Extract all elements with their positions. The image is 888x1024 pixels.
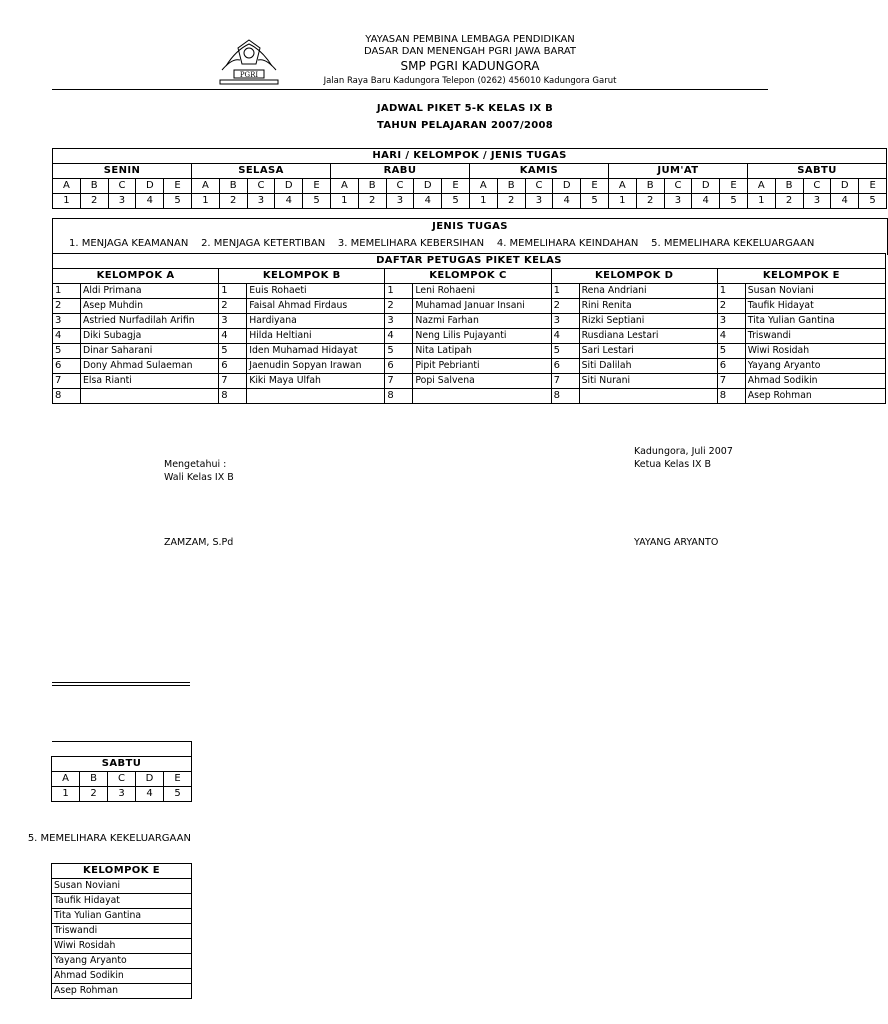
- member-name: Dinar Saharani: [81, 344, 219, 359]
- member-name: Triswandi: [745, 329, 885, 344]
- member-name: [579, 389, 717, 404]
- member-name: Rena Andriani: [579, 284, 717, 299]
- member-number: 1: [219, 284, 247, 299]
- overflow-member-row: [52, 894, 192, 909]
- number-cell: 2: [775, 194, 803, 209]
- member-name: Yayang Aryanto: [745, 359, 885, 374]
- member-name: Siti Dalilah: [579, 359, 717, 374]
- overflow-tugas-region: [27, 833, 191, 849]
- number-cell: 5: [303, 194, 331, 209]
- member-name: [247, 389, 385, 404]
- letter-cell: E: [859, 179, 887, 194]
- letter-cell: D: [414, 179, 442, 194]
- header-divider: [52, 89, 768, 90]
- letter-cell: D: [553, 179, 581, 194]
- member-name: Sari Lestari: [579, 344, 717, 359]
- member-name: Faisal Ahmad Firdaus: [247, 299, 385, 314]
- member-name: [413, 389, 551, 404]
- member-number: 5: [385, 344, 413, 359]
- member-name: Nita Latipah: [413, 344, 551, 359]
- number-cell: 4: [136, 194, 164, 209]
- member-name: Euis Rohaeti: [247, 284, 385, 299]
- number-row: [53, 194, 887, 209]
- overflow-rule-1: [52, 682, 190, 683]
- tugas-item: 1. MENJAGA KEAMANAN: [69, 238, 189, 249]
- letter-cell: D: [692, 179, 720, 194]
- logo-text: PGRI: [239, 71, 259, 79]
- header-line-1: YAYASAN PEMBINA LEMBAGA PENDIDIKAN: [365, 34, 575, 45]
- day-row: [53, 164, 887, 179]
- member-name: Leni Rohaeni: [413, 284, 551, 299]
- member-name: Pipit Pebrianti: [413, 359, 551, 374]
- overflow-member-row: [52, 924, 192, 939]
- letter-cell: C: [247, 179, 275, 194]
- number-cell: 5: [164, 194, 192, 209]
- member-name: Astried Nurfadilah Arifin: [81, 314, 219, 329]
- member-name: Asep Rohman: [745, 389, 885, 404]
- letter-cell: C: [664, 179, 692, 194]
- letter-cell: E: [303, 179, 331, 194]
- member-name: Wiwi Rosidah: [52, 939, 192, 954]
- number-cell: 3: [525, 194, 553, 209]
- group-d-header: KELOMPOK D: [551, 269, 717, 284]
- number-cell: 3: [803, 194, 831, 209]
- day-selasa: SELASA: [191, 164, 330, 179]
- letter-cell: C: [386, 179, 414, 194]
- member-name: Triswandi: [52, 924, 192, 939]
- member-name: Kiki Maya Ulfah: [247, 374, 385, 389]
- member-name: Rini Renita: [579, 299, 717, 314]
- number-cell: 5: [859, 194, 887, 209]
- member-number: 2: [53, 299, 81, 314]
- daftar-region: [52, 253, 840, 417]
- letter-row: [53, 179, 887, 194]
- day-jumat: JUM'AT: [608, 164, 747, 179]
- group-c-header: KELOMPOK C: [385, 269, 551, 284]
- member-name: Hilda Heltiani: [247, 329, 385, 344]
- member-name: Nazmi Farhan: [413, 314, 551, 329]
- group-e-header: KELOMPOK E: [717, 269, 885, 284]
- member-row: [53, 359, 886, 374]
- letter-cell: C: [525, 179, 553, 194]
- letter-cell: A: [191, 179, 219, 194]
- letter-cell: A: [747, 179, 775, 194]
- member-number: 8: [219, 389, 247, 404]
- header-line-2: DASAR DAN MENENGAH PGRI JAWA BARAT: [363, 46, 577, 57]
- letter-cell: A: [52, 772, 80, 787]
- member-name: Neng Lilis Pujayanti: [413, 329, 551, 344]
- member-name: Elsa Rianti: [81, 374, 219, 389]
- place-date: Kadungora, Juli 2007: [634, 446, 733, 457]
- member-name: Diki Subagja: [81, 329, 219, 344]
- member-number: 8: [551, 389, 579, 404]
- tugas-item: 4. MEMELIHARA KEINDAHAN: [496, 238, 639, 249]
- letter-cell: E: [720, 179, 748, 194]
- schedule-table: [52, 148, 887, 209]
- jenis-tugas-region: [52, 218, 815, 255]
- number-cell: 2: [497, 194, 525, 209]
- right-signer-name: YAYANG ARYANTO: [634, 537, 719, 548]
- number-cell: 5: [581, 194, 609, 209]
- letter-cell: E: [164, 772, 192, 787]
- schedule-table-region: [52, 148, 876, 218]
- member-number: 1: [53, 284, 81, 299]
- member-number: 7: [551, 374, 579, 389]
- overflow-tugas-item: 5. MEMELIHARA KEKELUARGAAN: [27, 833, 191, 844]
- schedule-year: TAHUN PELAJARAN 2007/2008: [377, 120, 553, 131]
- number-cell: 2: [636, 194, 664, 209]
- overflow-member-row: [52, 939, 192, 954]
- number-cell: 5: [442, 194, 470, 209]
- letter-cell: D: [275, 179, 303, 194]
- member-number: 7: [219, 374, 247, 389]
- letter-cell: B: [219, 179, 247, 194]
- group-header-row: [53, 269, 886, 284]
- member-number: 4: [53, 329, 81, 344]
- member-row: [53, 284, 886, 299]
- school-address: Jalan Raya Baru Kadungora Telepon (0262) 456010 Kadungora Garut: [323, 76, 617, 86]
- member-number: 6: [385, 359, 413, 374]
- member-number: 7: [53, 374, 81, 389]
- member-number: 8: [717, 389, 745, 404]
- member-number: 4: [219, 329, 247, 344]
- overflow-member-row: [52, 879, 192, 894]
- letter-cell: B: [80, 179, 108, 194]
- number-cell: 3: [247, 194, 275, 209]
- member-name: Asep Muhdin: [81, 299, 219, 314]
- member-name: Taufik Hidayat: [745, 299, 885, 314]
- member-number: 6: [551, 359, 579, 374]
- jenis-tugas-heading: JENIS TUGAS: [432, 221, 508, 232]
- member-name: Asep Rohman: [52, 984, 192, 999]
- member-name: Hardiyana: [247, 314, 385, 329]
- day-rabu: RABU: [330, 164, 469, 179]
- letter-cell: A: [469, 179, 497, 194]
- member-name: Rusdiana Lestari: [579, 329, 717, 344]
- letter-cell: E: [581, 179, 609, 194]
- number-cell: 4: [553, 194, 581, 209]
- number-cell: 2: [358, 194, 386, 209]
- member-number: 6: [219, 359, 247, 374]
- member-name: Ahmad Sodikin: [745, 374, 885, 389]
- overflow-member-row: [52, 984, 192, 999]
- overflow-schedule-table: [51, 741, 192, 802]
- member-name: Rizki Septiani: [579, 314, 717, 329]
- member-row: [53, 314, 886, 329]
- overflow-group-e-header: KELOMPOK E: [52, 864, 192, 879]
- number-cell: 1: [52, 787, 80, 802]
- letter-cell: E: [442, 179, 470, 194]
- member-number: 1: [551, 284, 579, 299]
- school-name: SMP PGRI KADUNGORA: [400, 59, 540, 73]
- member-name: Yayang Aryanto: [52, 954, 192, 969]
- number-cell: 1: [747, 194, 775, 209]
- letter-cell: A: [53, 179, 81, 194]
- letter-cell: A: [608, 179, 636, 194]
- daftar-heading: DAFTAR PETUGAS PIKET KELAS: [53, 254, 886, 269]
- member-name: Tita Yulian Gantina: [745, 314, 885, 329]
- member-number: 6: [717, 359, 745, 374]
- member-number: 3: [551, 314, 579, 329]
- number-cell: 3: [664, 194, 692, 209]
- member-number: 1: [717, 284, 745, 299]
- overflow-daftar-region: [52, 863, 191, 1011]
- day-kamis: KAMIS: [469, 164, 608, 179]
- letter-cell: C: [803, 179, 831, 194]
- member-number: 2: [551, 299, 579, 314]
- number-cell: 3: [108, 194, 136, 209]
- left-label: Mengetahui :: [164, 459, 227, 470]
- number-cell: 3: [386, 194, 414, 209]
- member-number: 2: [219, 299, 247, 314]
- letter-cell: C: [108, 179, 136, 194]
- member-row: [53, 344, 886, 359]
- member-name: Jaenudin Sopyan Irawan: [247, 359, 385, 374]
- group-b-header: KELOMPOK B: [219, 269, 385, 284]
- tugas-item: 2. MENJAGA KETERTIBAN: [201, 238, 326, 249]
- number-cell: 4: [275, 194, 303, 209]
- member-number: 5: [717, 344, 745, 359]
- member-number: 3: [53, 314, 81, 329]
- number-cell: 1: [469, 194, 497, 209]
- number-cell: 2: [219, 194, 247, 209]
- number-cell: 1: [330, 194, 358, 209]
- number-cell: 1: [53, 194, 81, 209]
- number-cell: 5: [164, 787, 192, 802]
- overflow-daftar-table: [51, 863, 192, 999]
- left-signer-name: ZAMZAM, S.Pd: [164, 537, 234, 548]
- day-senin: SENIN: [53, 164, 192, 179]
- schedule-heading: HARI / KELOMPOK / JENIS TUGAS: [53, 149, 887, 164]
- member-number: 5: [53, 344, 81, 359]
- member-number: 2: [717, 299, 745, 314]
- member-number: 6: [53, 359, 81, 374]
- letter-cell: D: [831, 179, 859, 194]
- group-a-header: KELOMPOK A: [53, 269, 219, 284]
- member-name: Aldi Primana: [81, 284, 219, 299]
- member-number: 8: [53, 389, 81, 404]
- overflow-day-sabtu: SABTU: [52, 757, 192, 772]
- member-number: 1: [385, 284, 413, 299]
- overflow-member-row: [52, 954, 192, 969]
- number-cell: 2: [80, 194, 108, 209]
- member-name: Muhamad Januar Insani: [413, 299, 551, 314]
- number-cell: 4: [831, 194, 859, 209]
- member-name: Susan Noviani: [52, 879, 192, 894]
- member-number: 3: [219, 314, 247, 329]
- member-number: 5: [219, 344, 247, 359]
- member-row: [53, 299, 886, 314]
- letter-cell: B: [775, 179, 803, 194]
- member-name: Wiwi Rosidah: [745, 344, 885, 359]
- overflow-schedule-region: [52, 741, 191, 811]
- letter-cell: B: [358, 179, 386, 194]
- member-name: Iden Muhamad Hidayat: [247, 344, 385, 359]
- member-number: 7: [717, 374, 745, 389]
- overflow-rule-2: [52, 685, 190, 686]
- member-row: [53, 389, 886, 404]
- letter-cell: C: [108, 772, 136, 787]
- member-name: Ahmad Sodikin: [52, 969, 192, 984]
- letter-cell: B: [80, 772, 108, 787]
- letter-cell: A: [330, 179, 358, 194]
- letter-cell: B: [497, 179, 525, 194]
- letter-cell: D: [136, 179, 164, 194]
- member-number: 4: [551, 329, 579, 344]
- number-cell: 1: [191, 194, 219, 209]
- member-number: 7: [385, 374, 413, 389]
- letter-cell: E: [164, 179, 192, 194]
- member-row: [53, 329, 886, 344]
- member-number: 4: [717, 329, 745, 344]
- day-sabtu: SABTU: [747, 164, 886, 179]
- member-name: Siti Nurani: [579, 374, 717, 389]
- letter-cell: D: [136, 772, 164, 787]
- member-number: 2: [385, 299, 413, 314]
- jenis-tugas-list: [69, 238, 814, 249]
- member-name: Popi Salvena: [413, 374, 551, 389]
- member-name: Susan Noviani: [745, 284, 885, 299]
- overflow-member-row: [52, 909, 192, 924]
- number-cell: 1: [608, 194, 636, 209]
- member-number: 4: [385, 329, 413, 344]
- number-cell: 4: [136, 787, 164, 802]
- member-row: [53, 374, 886, 389]
- left-role: Wali Kelas IX B: [164, 472, 234, 483]
- member-number: 3: [385, 314, 413, 329]
- number-cell: 4: [692, 194, 720, 209]
- number-cell: 5: [720, 194, 748, 209]
- member-number: 5: [551, 344, 579, 359]
- number-cell: 3: [108, 787, 136, 802]
- member-number: 8: [385, 389, 413, 404]
- member-name: Tita Yulian Gantina: [52, 909, 192, 924]
- member-number: 3: [717, 314, 745, 329]
- daftar-table: [52, 253, 886, 404]
- schedule-title: JADWAL PIKET 5-K KELAS IX B: [376, 103, 554, 114]
- number-cell: 2: [80, 787, 108, 802]
- number-cell: 4: [414, 194, 442, 209]
- tugas-item: 3. MEMELIHARA KEBERSIHAN: [337, 238, 485, 249]
- tugas-item: 5. MEMELIHARA KEKELUARGAAN: [651, 238, 815, 249]
- member-name: Dony Ahmad Sulaeman: [81, 359, 219, 374]
- letter-cell: B: [636, 179, 664, 194]
- right-role: Ketua Kelas IX B: [634, 459, 712, 470]
- member-name: Taufik Hidayat: [52, 894, 192, 909]
- overflow-member-row: [52, 969, 192, 984]
- member-name: [81, 389, 219, 404]
